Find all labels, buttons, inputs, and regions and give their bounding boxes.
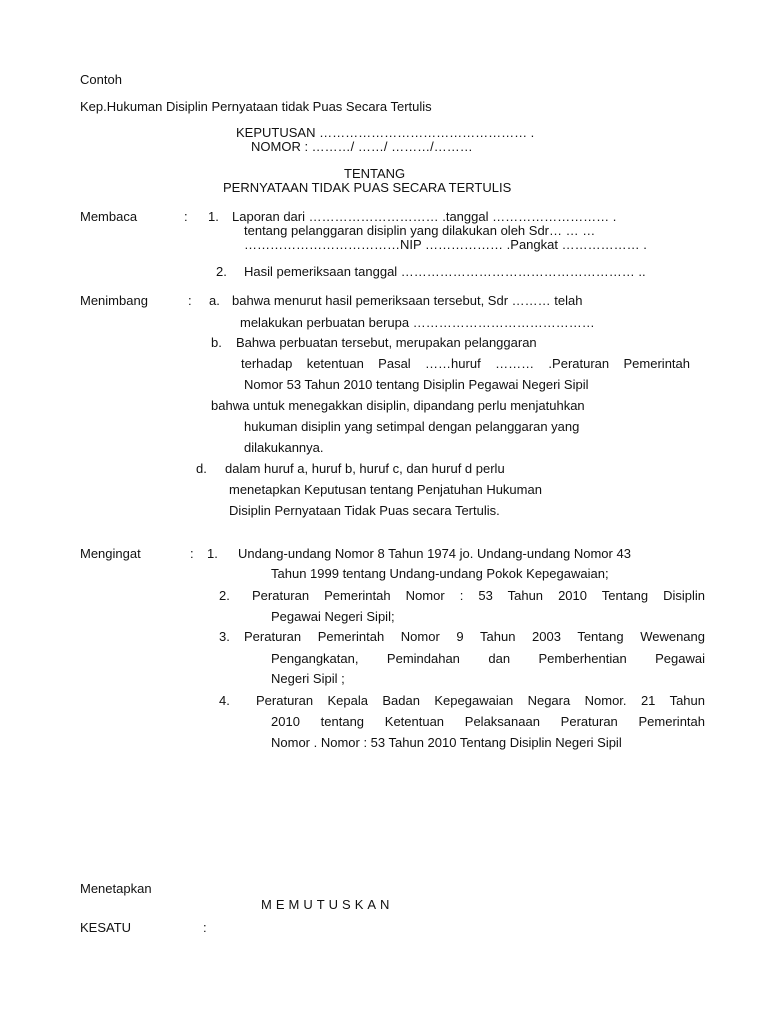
mengingat-item1-line2: Tahun 1999 tentang Undang-undang Pokok Kepegawaian; [271,566,609,581]
menimbang-d-line3: Disiplin Pernyataan Tidak Puas secara Tertulis. [229,503,500,518]
document-title: PERNYATAAN TIDAK PUAS SECARA TERTULIS [223,180,512,195]
menimbang-c-line3: dilakukannya. [244,440,324,455]
mengingat-item3-line2: Pengangkatan, Pemindahan dan Pemberhentian Pegawai [271,651,705,666]
kesatu-colon: : [203,920,207,935]
menimbang-d-line1: dalam huruf a, huruf b, huruf c, dan huruf d perlu [225,461,505,476]
menimbang-a-letter: a. [209,293,220,308]
menimbang-b-line2: terhadap ketentuan Pasal ……huruf ……… .Peraturan Pemerintah [241,356,690,371]
menimbang-b-line3: Nomor 53 Tahun 2010 tentang Disiplin Pegawai Negeri Sipil [244,377,589,392]
membaca-colon: : [184,209,188,224]
mengingat-colon: : [190,546,194,561]
mengingat-item4-line2: 2010 tentang Ketentuan Pelaksanaan Peraturan Pemerintah [271,714,705,729]
mengingat-item1-line1: Undang-undang Nomor 8 Tahun 1974 jo. Undang-undang Nomor 43 [238,546,631,561]
mengingat-item2-number: 2. [219,588,230,603]
menimbang-a-line2: melakukan perbuatan berupa …………………………………… [240,315,595,330]
menimbang-c-line2: hukuman disiplin yang setimpal dengan pelanggaran yang [244,419,580,434]
mengingat-item3-line1: Peraturan Pemerintah Nomor 9 Tahun 2003 Tentang Wewenang [244,629,705,644]
menimbang-c-line1: bahwa untuk menegakkan disiplin, dipandang perlu menjatuhkan [211,398,585,413]
menimbang-d-letter: d. [196,461,207,476]
menetapkan-label: Menetapkan [80,881,152,896]
kesatu-label: KESATU [80,920,132,935]
menimbang-d-line2: menetapkan Keputusan tentang Penjatuhan Hukuman [229,482,542,497]
membaca-item1-number: 1. [208,209,219,224]
nomor-line: NOMOR : ………/ ……/ ………/……… [251,139,473,154]
menimbang-colon: : [188,293,192,308]
menimbang-b-line1: Bahwa perbuatan tersebut, merupakan pelanggaran [236,335,537,350]
mengingat-item3-line3: Negeri Sipil ; [271,671,345,686]
keputusan-line: KEPUTUSAN ………………………………………… . [236,125,535,140]
document-subtitle: Kep.Hukuman Disiplin Pernyataan tidak Puas Secara Tertulis [80,99,432,114]
menimbang-a-line1: bahwa menurut hasil pemeriksaan tersebut, Sdr ……… telah [232,293,583,308]
mengingat-item4-number: 4. [219,693,230,708]
memutuskan-heading: MEMUTUSKAN [261,897,394,912]
membaca-item1-line1: Laporan dari ………………………… .tanggal ……………………… . [232,209,617,224]
mengingat-item4-line3: Nomor . Nomor : 53 Tahun 2010 Tentang Disiplin Negeri Sipil [271,735,622,750]
membaca-item2-line1: Hasil pemeriksaan tanggal ……………………………………………… .. [244,264,646,279]
membaca-item1-line2: tentang pelanggaran disiplin yang dilakukan oleh Sdr… … … [244,223,596,238]
contoh-label: Contoh [80,72,122,87]
mengingat-item2-line2: Pegawai Negeri Sipil; [271,609,395,624]
membaca-label: Membaca [80,209,138,224]
tentang-heading: TENTANG [344,166,406,181]
menimbang-label: Menimbang [80,293,148,308]
mengingat-item2-line1: Peraturan Pemerintah Nomor : 53 Tahun 2010 Tentang Disiplin [252,588,705,603]
membaca-item1-line3: ………………………………NIP ……………… .Pangkat ……………… . [244,237,647,252]
mengingat-label: Mengingat [80,546,141,561]
mengingat-item4-line1: Peraturan Kepala Badan Kepegawaian Negara Nomor. 21 Tahun [256,693,705,708]
mengingat-item3-number: 3. [219,629,230,644]
mengingat-item1-number: 1. [207,546,218,561]
membaca-item2-number: 2. [216,264,227,279]
menimbang-b-letter: b. [211,335,222,350]
